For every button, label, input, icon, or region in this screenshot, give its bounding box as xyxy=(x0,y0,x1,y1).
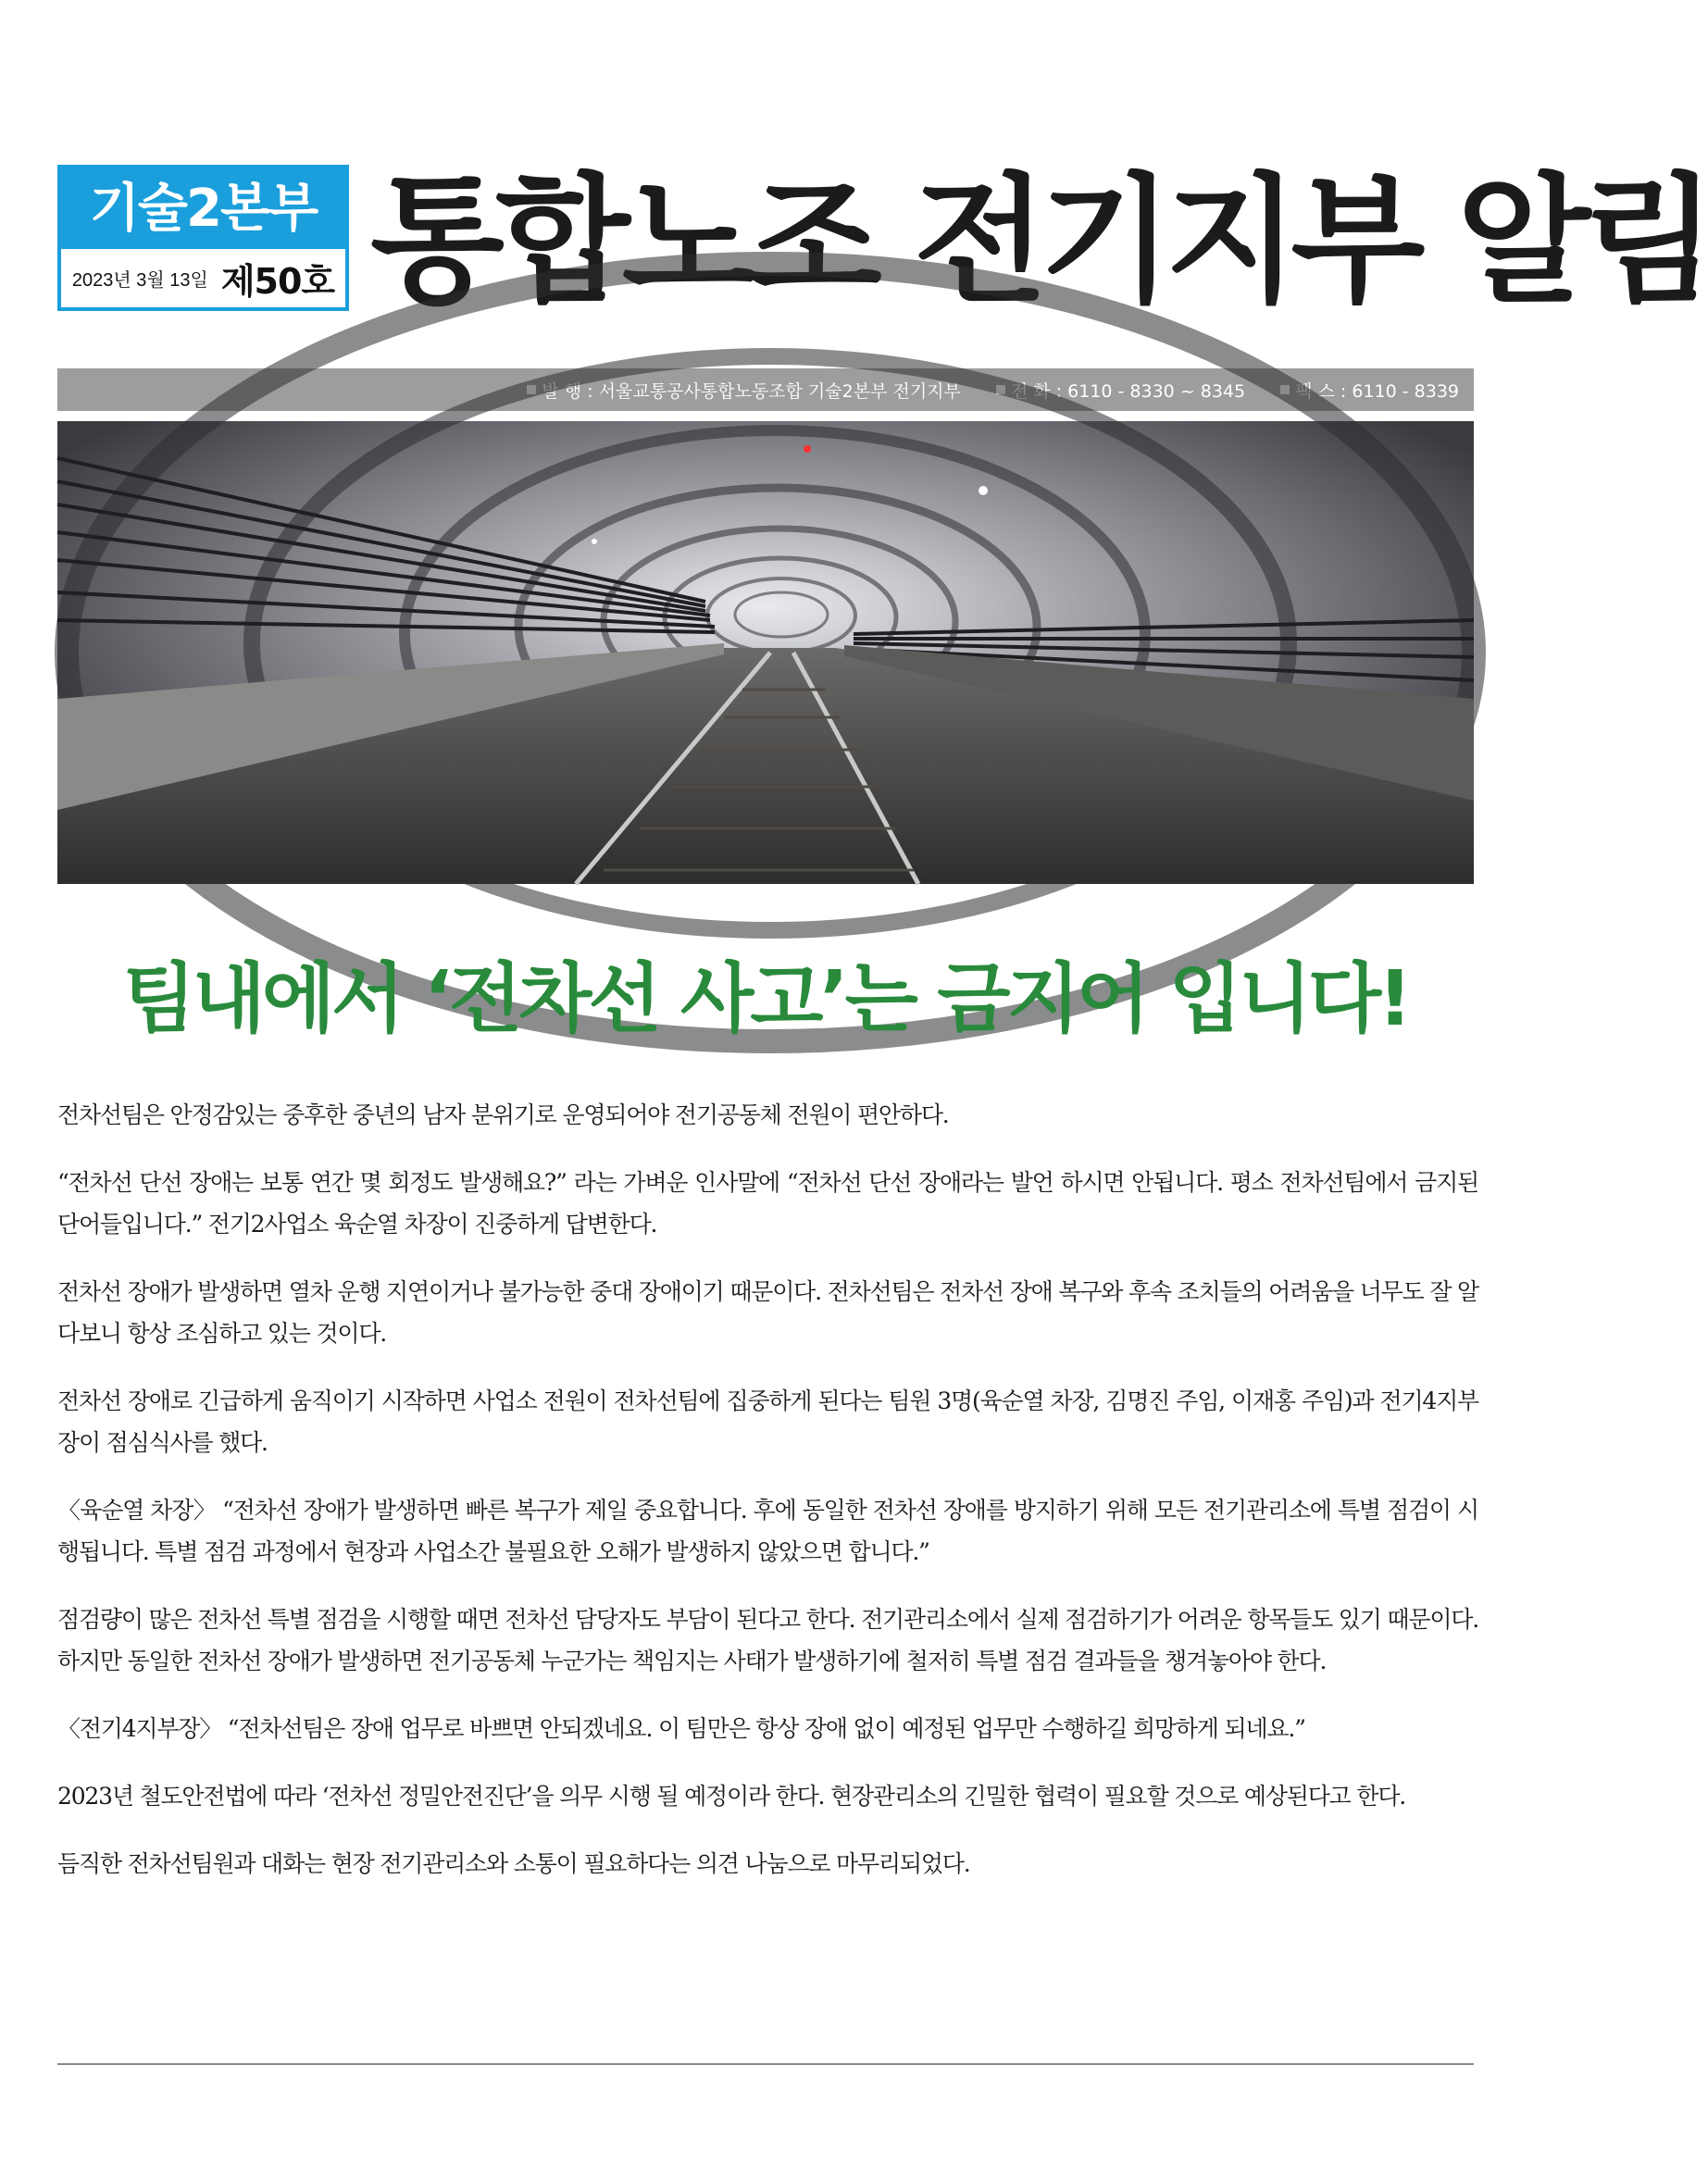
phone-text: 전 화 : 6110 - 8330 ~ 8345 xyxy=(1010,380,1246,402)
fax-text: 팩 스 : 6110 - 8339 xyxy=(1295,380,1459,402)
paragraph: 전차선 장애로 긴급하게 움직이기 시작하면 사업소 전원이 전차선팀에 집중하게 된다는 팀원 3명(육순열 차장, 김명진 주임, 이재홍 주임)과 전기4지부장이 점심식사를 했다. xyxy=(57,1387,1478,1456)
paragraph: “전차선 단선 장애는 보통 연간 몇 회정도 발생해요?” 라는 가벼운 인사말에 “전차선 단선 장애라는 발언 하시면 안됩니다. 평소 전차선팀에서 금지된 단어들입니다.” 전기2사업소 육순열 차장이 진중하게 답변한다. xyxy=(57,1169,1478,1238)
tunnel-photo xyxy=(57,421,1474,884)
paragraph: 〈전기4지부장〉 “전차선팀은 장애 업무로 바쁘면 안되겠네요. 이 팀만은 항상 장애 없이 예정된 업무만 수행하길 희망하게 되네요.” xyxy=(57,1715,1305,1742)
issue-info xyxy=(61,249,345,307)
article-body xyxy=(57,1094,1478,1910)
paragraph: 전차선팀은 안정감있는 중후한 중년의 남자 분위기로 운영되어야 전기공동체 전원이 편안하다. xyxy=(57,1101,949,1128)
paragraph: 전차선 장애가 발생하면 열차 운행 지연이거나 불가능한 중대 장애이기 때문이다. 전차선팀은 전차선 장애 복구와 후속 조치들의 어려움을 너무도 잘 알다보니 항상 조심하고 있는 것이다. xyxy=(57,1278,1478,1347)
paragraph: 2023년 철도안전법에 따라 ‘전차선 정밀안전진단’을 의무 시행 될 예정이라 한다. 현장관리소의 긴밀한 협력이 필요할 것으로 예상된다고 한다. xyxy=(57,1783,1406,1810)
issue-date: 2023년 3월 13일 xyxy=(71,270,208,291)
issue-number: 제50호 xyxy=(220,261,335,302)
badge-label: 기술2본부 xyxy=(61,168,345,249)
paragraph: 점검량이 많은 전차선 특별 점검을 시행할 때면 전차선 담당자도 부담이 된다고 한다. 전기관리소에서 실제 점검하기가 어려운 항목들도 있기 때문이다. 하지만 동일한 전차선 장애가 발생하면 전기공동체 누군가는 책임지는 사태가 발생하기에 철저히 특별 점검 결과들을 챙겨놓아야 한다. xyxy=(57,1606,1478,1674)
publisher-text: 발 행 : 서울교통공사통합노동조합 기술2본부 전기지부 xyxy=(542,380,961,402)
paragraph: 〈육순열 차장〉 “전차선 장애가 발생하면 빠른 복구가 제일 중요합니다. 후에 동일한 전차선 장애를 방지하기 위해 모든 전기관리소에 특별 점검이 시행됩니다. 특별 점검 과정에서 현장과 사업소간 불필요한 오해가 발생하지 않았으면 합니다.” xyxy=(57,1497,1478,1565)
section-badge xyxy=(57,165,349,311)
newsletter-title: 통합노조 전기지부 알림 xyxy=(370,161,1708,322)
paragraph: 듬직한 전차선팀원과 대화는 현장 전기관리소와 소통이 필요하다는 의견 나눔으로 마무리되었다. xyxy=(57,1850,970,1877)
footer-divider xyxy=(57,2063,1474,2065)
tunnel-illustration xyxy=(57,421,1474,884)
headline: 팀내에서 ‘전차선 사고’는 금지어 입니다! xyxy=(122,955,1409,1043)
